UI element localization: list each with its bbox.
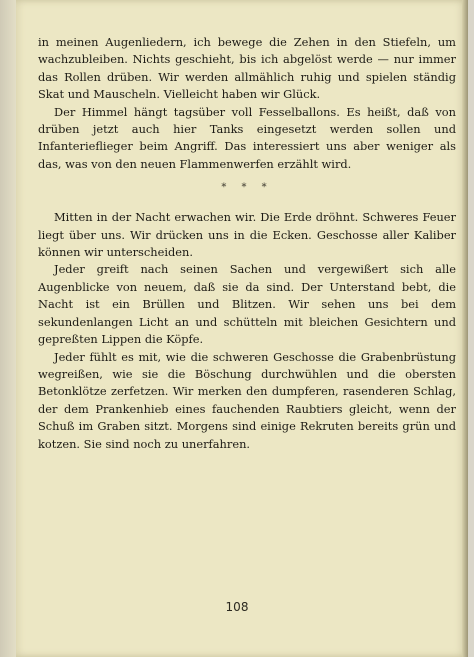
section-separator: * * * (221, 182, 273, 194)
paragraph-1: in meinen Augenliedern, ich bewege die Zehen in den Stiefeln, um wachzubleiben. Nichts geschieht, bis ich abgelöst werde — nur immer das Rollen drüben. Wir werden allmählich ruhig und spielen ständig Skat und Mauscheln. Vielleicht haben wir Glück. (38, 35, 456, 102)
page-text (38, 34, 456, 453)
page-edge (462, 0, 468, 657)
paragraph-3: Mitten in der Nacht erwachen wir. Die Erde dröhnt. Schweres Feuer liegt über uns. Wir drücken uns in die Ecken. Geschosse aller Kaliber können wir unterscheiden. (38, 210, 456, 260)
page-number: 108 (225, 600, 249, 614)
paragraph-4: Jeder greift nach seinen Sachen und vergewißert sich alle Augenblicke von neuem, daß sie da sind. Der Unterstand bebt, die Nacht ist ein Brüllen und Blitzen. Wir sehen uns bei dem sekundenlangen Licht an und schütteln mit bleichen Gesichtern und gepreßten Lippen die Köpfe. (38, 262, 456, 347)
book-spine (0, 0, 16, 657)
paragraph-2: Der Himmel hängt tagsüber voll Fesselballons. Es heißt, daß von drüben jetzt auch hier Tanks eingesetzt werden sollen und Infanterieflieger beim Angriff. Das interessiert uns aber weniger als das, was von den neuen Flammenwerfen erzählt wird. (38, 104, 456, 171)
paragraph-5: Jeder fühlt es mit, wie die schweren Geschosse die Grabenbrüstung wegreißen, wie sie die Böschung durchwühlen und die obersten Betonklötze zerfetzen. Wir merken den dumpferen, rasenderen Schlag, der dem Prankenhieb eines fauchenden Raubtiers gleicht, wenn der Schuß im Graben sitzt. Morgens sind einige Rekruten bereits grün und kotzen. Sie sind noch zu unerfahren. (38, 349, 456, 451)
